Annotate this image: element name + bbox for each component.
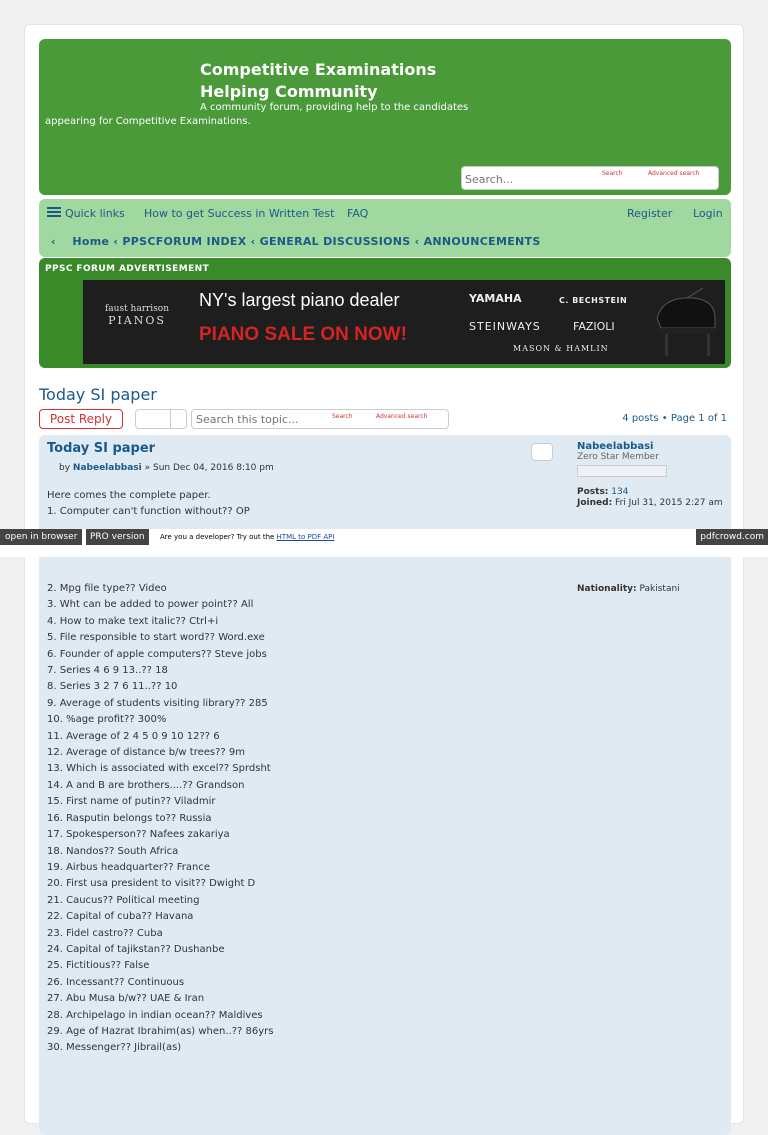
pagination-info: 4 posts • Page 1 of 1	[622, 413, 727, 424]
open-in-browser-button[interactable]: open in browser	[0, 529, 82, 545]
profile-nationality-label: Nationality:	[577, 584, 637, 594]
post-content	[47, 488, 567, 521]
post-question: 7. Series 4 6 9 13..?? 18	[47, 665, 168, 677]
ad-logo-name: faust harrison	[104, 304, 170, 314]
post-question: 14. A and B are brothers....?? Grandson	[47, 779, 245, 791]
profile-rank: Zero Star Member	[577, 452, 659, 462]
grand-piano-image	[653, 288, 719, 360]
post-question: 20. First usa president to visit?? Dwight D	[47, 878, 256, 890]
header-search-button[interactable]: Search	[602, 170, 623, 177]
site-header	[39, 39, 731, 195]
post-question: 27. Abu Musa b/w?? UAE & Iran	[47, 993, 205, 1005]
profile-joined	[577, 498, 727, 509]
post-title[interactable]: Today SI paper	[47, 441, 156, 456]
menu-icon[interactable]	[47, 207, 61, 217]
profile-nationality-value: Pakistani	[639, 584, 680, 594]
header-search-input[interactable]	[465, 170, 597, 188]
post-question: 17. Spokesperson?? Nafees zakariya	[47, 829, 230, 841]
site-title-line2: Helping Community	[200, 82, 378, 101]
faq-link[interactable]: FAQ	[347, 207, 369, 220]
profile-joined-value: Fri Jul 31, 2015 2:27 am	[615, 498, 723, 508]
piano-ad-banner[interactable]	[83, 280, 725, 364]
nav-links	[47, 207, 723, 225]
post-date: » Sun Dec 04, 2016 8:10 pm	[144, 463, 274, 473]
html-to-pdf-api-link[interactable]: HTML to PDF API	[276, 533, 335, 541]
post-question: 6. Founder of apple computers?? Steve jobs	[47, 648, 267, 660]
post-intro: Here comes the complete paper.	[47, 490, 211, 501]
topic-tools-button[interactable]	[135, 409, 187, 429]
site-description-line1: A community forum, providing help to the candidates	[200, 102, 469, 113]
developer-promo	[160, 533, 334, 541]
topic-title[interactable]: Today SI paper	[39, 385, 157, 404]
post-question: 21. Caucus?? Political meeting	[47, 894, 200, 906]
post-question: 16. Rasputin belongs to?? Russia	[47, 812, 212, 824]
post-question-list	[47, 581, 567, 1057]
profile-joined-label: Joined:	[577, 498, 613, 508]
breadcrumb-general-discussions[interactable]: GENERAL DISCUSSIONS	[259, 235, 411, 248]
quick-links-menu[interactable]: Quick links	[65, 207, 125, 220]
post-question: 15. First name of putin?? Viladmir	[47, 796, 216, 808]
profile-username[interactable]: Nabeelabbasi	[577, 441, 654, 452]
ad-brand-yamaha: YAMAHA	[469, 292, 522, 305]
site-description-line2: appearing for Competitive Examinations.	[45, 116, 251, 127]
post-question: 5. File responsible to start word?? Word.exe	[47, 632, 265, 644]
pdfcrowd-bar	[0, 529, 768, 557]
breadcrumb-ppscforum-index[interactable]: PPSCFORUM INDEX	[122, 235, 247, 248]
breadcrumb-back-icon[interactable]: ‹	[51, 235, 56, 248]
profile-nationality	[577, 584, 680, 594]
topic-advanced-search-link[interactable]: Advanced search	[376, 413, 428, 420]
navbar	[39, 199, 731, 257]
post-question: 3. Wht can be added to power point?? All	[47, 599, 254, 611]
post-question: 8. Series 3 2 7 6 11..?? 10	[47, 681, 178, 693]
breadcrumb-separator: ‹	[414, 235, 420, 248]
forum-page	[24, 24, 744, 1124]
ad-headline: NY's largest piano dealer	[199, 290, 400, 310]
breadcrumb-announcements[interactable]: ANNOUNCEMENTS	[423, 235, 541, 248]
post-question: 2. Mpg file type?? Video	[47, 583, 167, 594]
faust-harrison-logo	[87, 286, 187, 358]
post-question: 24. Capital of tajikstan?? Dushanbe	[47, 943, 225, 955]
ad-logo-pianos: PIANOS	[108, 314, 166, 327]
post-question: 30. Messenger?? Jibrail(as)	[47, 1042, 182, 1054]
post-by-label: by	[59, 463, 71, 473]
post-question: 26. Incessant?? Continuous	[47, 976, 185, 988]
author-profile	[577, 441, 727, 509]
post-reply-button[interactable]: Post Reply	[39, 409, 123, 429]
post-question: 29. Age of Hazrat Ibrahim(as) when..?? 86yrs	[47, 1025, 274, 1037]
post-question: 10. %age profit?? 300%	[47, 714, 167, 726]
site-description	[45, 101, 505, 129]
ad-brand-steinways: STEINWAYS	[469, 320, 541, 333]
profile-posts	[577, 487, 727, 498]
post-author[interactable]: Nabeelabbasi	[72, 463, 142, 473]
breadcrumb-home[interactable]: Home	[72, 235, 110, 248]
site-title-line1: Competitive Examinations	[200, 60, 437, 79]
post-question: 4. How to make text italic?? Ctrl+i	[47, 615, 219, 627]
header-advanced-search-link[interactable]: Advanced search	[648, 170, 700, 177]
pdfcrowd-link[interactable]: pdfcrowd.com	[696, 529, 768, 545]
post-question: 19. Airbus headquarter?? France	[47, 861, 211, 873]
profile-posts-label: Posts:	[577, 487, 609, 497]
rank-image	[577, 465, 667, 477]
post-question: 9. Average of students visiting library?? 285	[47, 697, 268, 709]
topic-search-button[interactable]: Search	[332, 413, 353, 420]
post-question: 28. Archipelago in indian ocean?? Maldives	[47, 1009, 263, 1021]
post-question: 11. Average of 2 4 5 0 9 10 12?? 6	[47, 730, 220, 742]
topic-search-box	[191, 409, 449, 429]
post-question: 12. Average of distance b/w trees?? 9m	[47, 747, 245, 759]
success-written-test-link[interactable]: How to get Success in Written Test	[144, 207, 335, 220]
login-link[interactable]: Login	[693, 207, 723, 220]
post-question: 25. Fictitious?? False	[47, 960, 150, 972]
pro-version-button[interactable]: PRO version	[86, 529, 149, 545]
advertisement-label: PPSC FORUM ADVERTISEMENT	[45, 264, 210, 274]
post-question: 22. Capital of cuba?? Havana	[47, 911, 194, 923]
site-title[interactable]	[200, 59, 500, 103]
post-question: 13. Which is associated with excel?? Sprdsht	[47, 763, 271, 775]
ad-subheadline: PIANO SALE ON NOW!	[199, 324, 407, 345]
post-question: 1. Computer can't function without?? OP	[47, 506, 250, 518]
topic-search-input[interactable]	[196, 412, 324, 426]
breadcrumb	[51, 235, 541, 248]
ad-brand-fazioli: FAZIOLI	[573, 320, 615, 333]
breadcrumb-separator: ‹	[250, 235, 256, 248]
ad-brand-mason-hamlin: MASON & HAMLIN	[513, 344, 609, 353]
post-author-line	[59, 463, 274, 473]
header-search-box	[461, 166, 719, 190]
quote-button[interactable]	[531, 443, 553, 461]
post-question: 18. Nandos?? South Africa	[47, 845, 179, 857]
developer-promo-text: Are you a developer? Try out the	[160, 533, 275, 541]
breadcrumb-separator: ‹	[113, 235, 119, 248]
ad-brand-bechstein: C. BECHSTEIN	[559, 296, 628, 305]
register-link[interactable]: Register	[627, 207, 673, 220]
profile-posts-value[interactable]: 134	[611, 487, 629, 497]
post-question: 23. Fidel castro?? Cuba	[47, 927, 163, 939]
advertisement-block	[39, 258, 731, 368]
